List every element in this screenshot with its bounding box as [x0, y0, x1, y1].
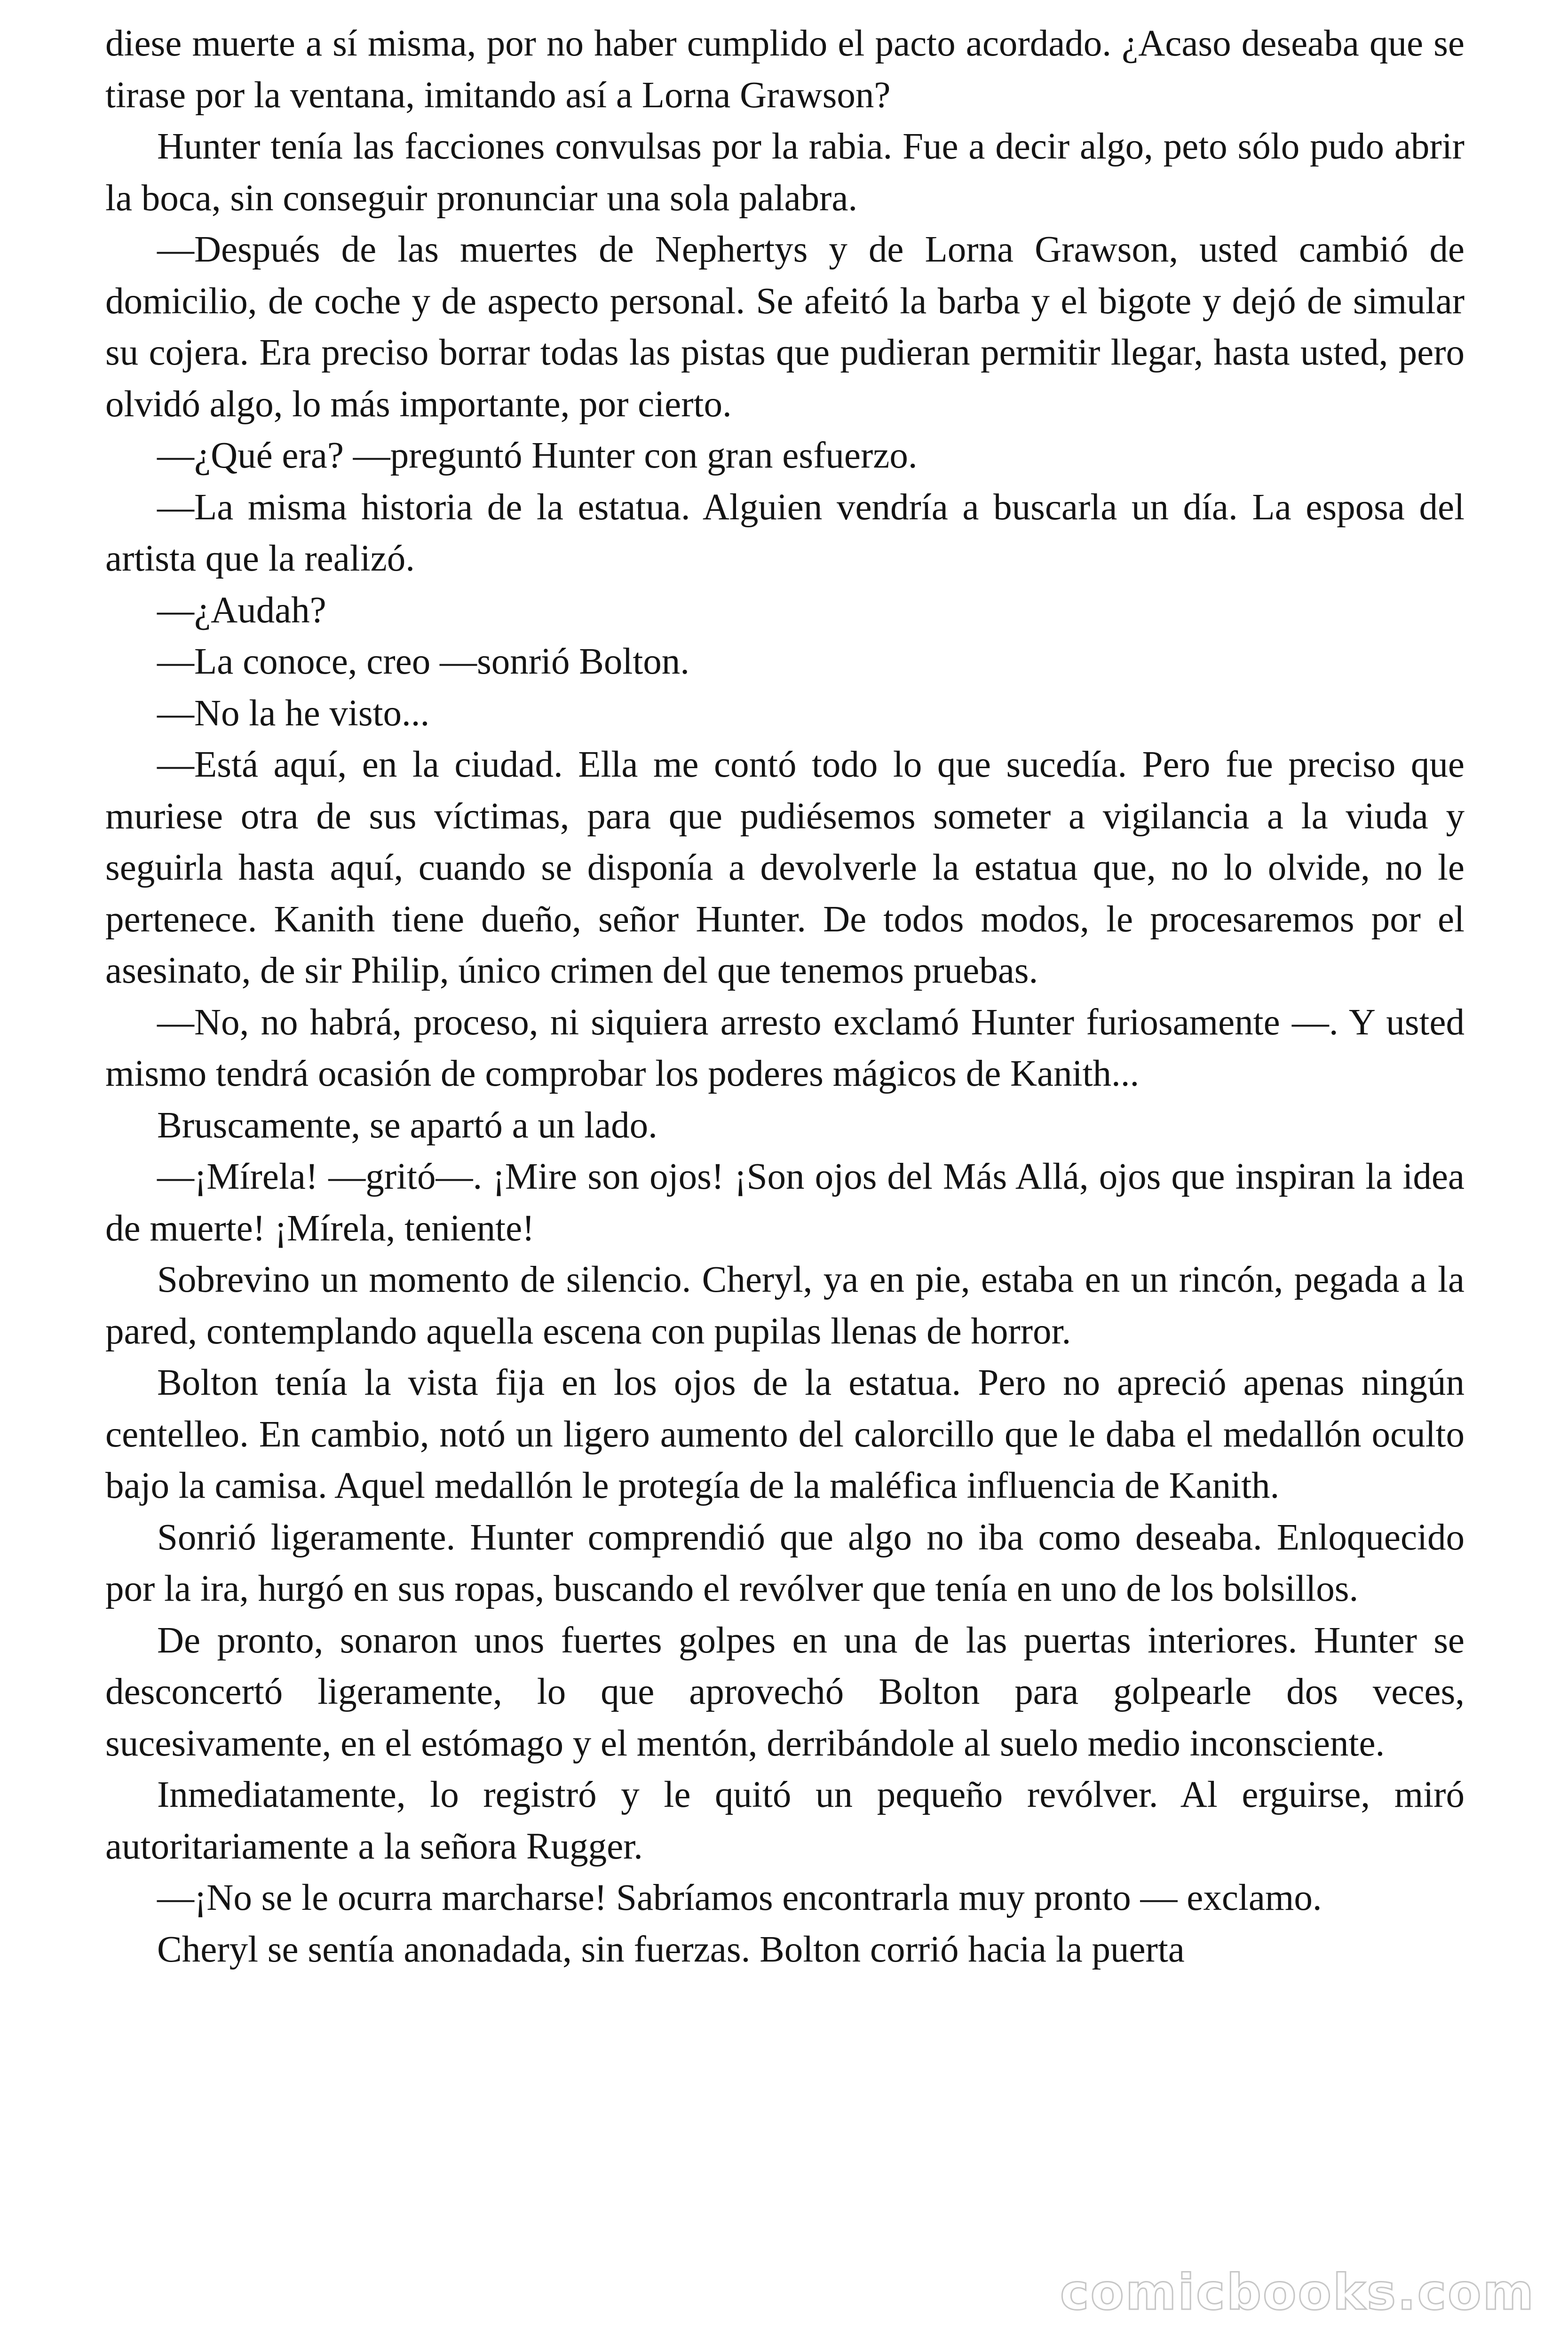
paragraph-4: —¿Qué era? —preguntó Hunter con gran esfuerzo. — [157, 435, 918, 476]
paragraph-7: —La conoce, creo —sonrió Bolton. — [157, 641, 690, 682]
paragraph-13: Sobrevino un momento de silencio. Cheryl, ya en pie, estaba en un rincón, pegada a la pared, contemplando aquella escena con pupilas llenas de horror. — [105, 1259, 1465, 1352]
paragraph-2: Hunter tenía las facciones convulsas por la rabia. Fue a decir algo, peto sólo pudo abrir la boca, sin conseguir pronunciar una sola palabra. — [105, 126, 1465, 219]
paragraph-16: De pronto, sonaron unos fuertes golpes en una de las puertas interiores. Hunter se desconcertó ligeramente, lo que aprovechó Bolton para golpearle dos veces, sucesivamente, en el estómago y el mentón, derribándole al suelo medio inconsciente. — [105, 1620, 1465, 1764]
paragraph-18: —¡No se le ocurra marcharse! Sabríamos encontrarla muy pronto — exclamo. — [157, 1877, 1322, 1918]
paragraph-17: Inmediatamente, lo registró y le quitó un pequeño revólver. Al erguirse, miró autoritariamente a la señora Rugger. — [105, 1774, 1465, 1867]
paragraph-6: —¿Audah? — [157, 589, 326, 631]
paragraph-5: —La misma historia de la estatua. Alguien vendría a buscarla un día. La esposa del artista que la realizó. — [105, 486, 1465, 579]
paragraph-3: —Después de las muertes de Nephertys y de Lorna Grawson, usted cambió de domicilio, de coche y de aspecto personal. Se afeitó la barba y el bigote y dejó de simular su cojera. Era preciso borrar todas las pistas que pudieran permitir llegar, hasta usted, pero olvidó algo, lo más importante, por cierto. — [105, 229, 1465, 425]
paragraph-8: —No la he visto... — [157, 692, 430, 734]
paragraph-19: Cheryl se sentía anonadada, sin fuerzas. Bolton corrió hacia la puerta — [157, 1929, 1185, 1970]
book-page — [105, 18, 1465, 2323]
paragraph-11: Bruscamente, se apartó a un lado. — [157, 1104, 657, 1146]
watermark-logo: comicbooks.com — [1060, 2264, 1535, 2321]
paragraph-10: —No, no habrá, proceso, ni siquiera arresto exclamó Hunter furiosamente —. Y usted mismo tendrá ocasión de comprobar los poderes mágicos de Kanith... — [105, 1001, 1465, 1094]
paragraph-9: —Está aquí, en la ciudad. Ella me contó todo lo que sucedía. Pero fue preciso que muriese otra de sus víctimas, para que pudiésemos someter a vigilancia a la viuda y seguirla hasta aquí, cuando se disponía a devolverle la estatua que, no lo olvide, no le pertenece. Kanith tiene dueño, señor Hunter. De todos modos, le procesaremos por el asesinato, de sir Philip, único crimen del que tenemos pruebas. — [105, 744, 1465, 991]
paragraph-14: Bolton tenía la vista fija en los ojos de la estatua. Pero no apreció apenas ningún centelleo. En cambio, notó un ligero aumento del calorcillo que le daba el medallón oculto bajo la camisa. Aquel medallón le protegía de la maléfica influencia de Kanith. — [105, 1362, 1465, 1506]
paragraph-15: Sonrió ligeramente. Hunter comprendió que algo no iba como deseaba. Enloquecido por la ira, hurgó en sus ropas, buscando el revólver que tenía en uno de los bolsillos. — [105, 1517, 1465, 1609]
paragraph-1: diese muerte a sí misma, por no haber cumplido el pacto acordado. ¿Acaso deseaba que se tirase por la ventana, imitando así a Lorna Grawson? — [105, 23, 1465, 116]
page-body-text — [105, 18, 1465, 1975]
paragraph-12: —¡Mírela! —gritó—. ¡Mire son ojos! ¡Son ojos del Más Allá, ojos que inspiran la idea de muerte! ¡Mírela, teniente! — [105, 1156, 1465, 1249]
